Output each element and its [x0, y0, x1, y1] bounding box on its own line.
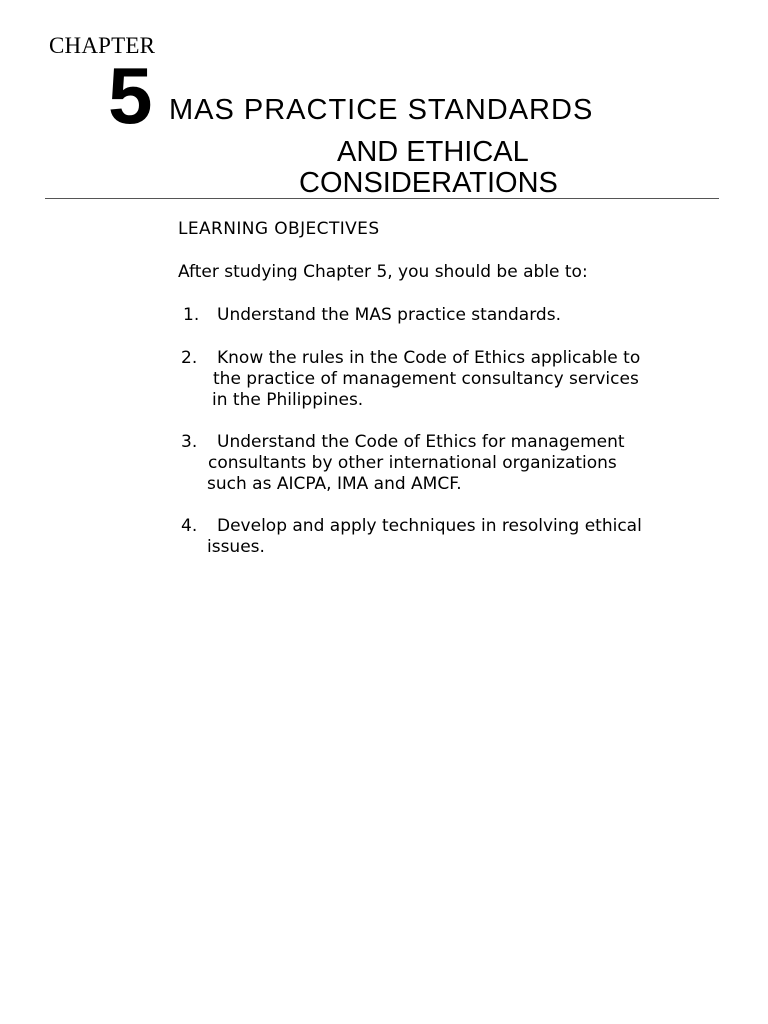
objective-number: 4.	[181, 516, 198, 536]
chapter-label: CHAPTER	[49, 33, 156, 58]
header-divider	[45, 198, 719, 199]
objective-text-line: Know the rules in the Code of Ethics applicable to	[217, 348, 641, 368]
objective-text-line: consultants by other international organizations	[208, 453, 617, 473]
objective-text-line: Understand the MAS practice standards.	[217, 305, 561, 325]
chapter-title-line-3: CONSIDERATIONS	[299, 167, 558, 199]
chapter-title-line-2: AND ETHICAL	[337, 136, 529, 168]
learning-objectives-heading: LEARNING OBJECTIVES	[178, 219, 380, 239]
objective-text-line: in the Philippines.	[212, 390, 364, 410]
objective-text-line: issues.	[207, 537, 265, 557]
objective-number: 2.	[181, 348, 198, 368]
chapter-title-line-1: MAS PRACTICE STANDARDS	[169, 94, 594, 126]
objective-number: 3.	[181, 432, 198, 452]
objective-text-line: Develop and apply techniques in resolving ethical	[217, 516, 642, 536]
objective-text-line: the practice of management consultancy services	[213, 369, 639, 389]
chapter-number: 5	[108, 51, 153, 140]
objective-text-line: such as AICPA, IMA and AMCF.	[207, 474, 462, 494]
objective-text-line: Understand the Code of Ethics for management	[217, 432, 625, 452]
objective-number: 1.	[183, 305, 200, 325]
objectives-intro: After studying Chapter 5, you should be able to:	[178, 262, 588, 282]
